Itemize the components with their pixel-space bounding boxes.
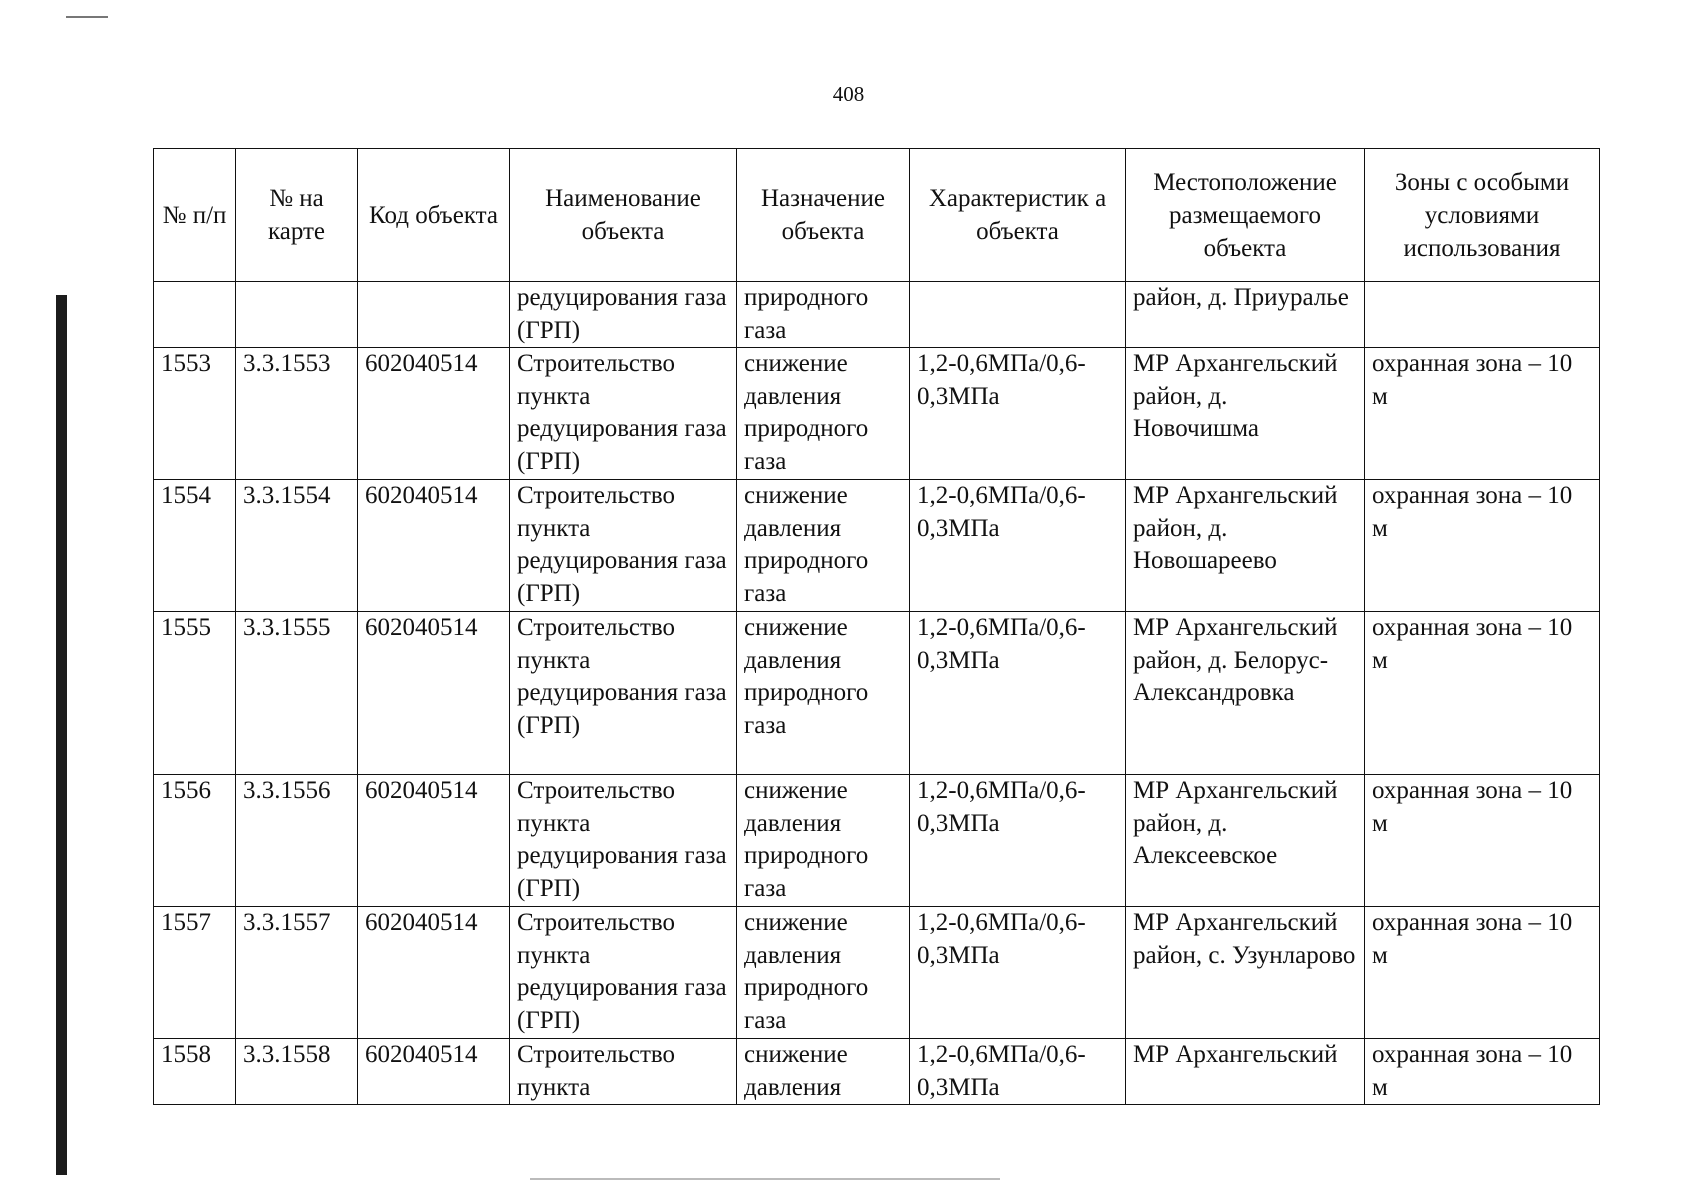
table-row	[154, 612, 1600, 775]
cell-object-spec	[910, 282, 1126, 348]
table-row	[154, 775, 1600, 907]
cell-num: 1555	[154, 612, 236, 775]
cell-map-number: 3.3.1555	[236, 612, 358, 775]
cell-object-name: Строительство пункта	[510, 1039, 737, 1105]
cell-object-purpose: снижение давления	[737, 1039, 910, 1105]
cell-map-number: 3.3.1553	[236, 348, 358, 480]
cell-object-name: Строительство пункта редуцирования газа (ГРП)	[510, 612, 737, 775]
header-object-code: Код объекта	[358, 149, 510, 282]
table-row	[154, 282, 1600, 348]
cell-object-spec: 1,2-0,6МПа/0,6-0,3МПа	[910, 612, 1126, 775]
scan-bottom-rule	[530, 1178, 1000, 1180]
cell-num: 1553	[154, 348, 236, 480]
cell-special-zone: охранная зона – 10 м	[1365, 775, 1600, 907]
cell-num: 1557	[154, 907, 236, 1039]
table-row	[154, 480, 1600, 612]
cell-num: 1556	[154, 775, 236, 907]
cell-object-purpose: снижение давления природного газа	[737, 348, 910, 480]
header-object-name: Наименование объекта	[510, 149, 737, 282]
cell-object-name: Строительство пункта редуцирования газа (ГРП)	[510, 480, 737, 612]
cell-object-name: Строительство пункта редуцирования газа (ГРП)	[510, 348, 737, 480]
cell-location: МР Архангельский район, д. Алексеевское	[1126, 775, 1365, 907]
cell-num	[154, 282, 236, 348]
cell-num: 1558	[154, 1039, 236, 1105]
cell-object-code: 602040514	[358, 775, 510, 907]
cell-object-code: 602040514	[358, 907, 510, 1039]
cell-map-number: 3.3.1558	[236, 1039, 358, 1105]
cell-object-spec: 1,2-0,6МПа/0,6-0,3МПа	[910, 1039, 1126, 1105]
table-row	[154, 348, 1600, 480]
cell-special-zone: охранная зона – 10 м	[1365, 612, 1600, 775]
objects-table	[153, 148, 1600, 1105]
cell-object-purpose: снижение давления природного газа	[737, 480, 910, 612]
cell-object-code: 602040514	[358, 348, 510, 480]
cell-object-spec: 1,2-0,6МПа/0,6-0,3МПа	[910, 348, 1126, 480]
cell-object-code: 602040514	[358, 480, 510, 612]
cell-special-zone: охранная зона – 10 м	[1365, 1039, 1600, 1105]
cell-object-code: 602040514	[358, 1039, 510, 1105]
cell-object-name: Строительство пункта редуцирования газа (ГРП)	[510, 907, 737, 1039]
cell-map-number: 3.3.1554	[236, 480, 358, 612]
table-row	[154, 1039, 1600, 1105]
cell-location: МР Архангельский район, д. Белорус-Александровка	[1126, 612, 1365, 775]
cell-object-spec: 1,2-0,6МПа/0,6-0,3МПа	[910, 480, 1126, 612]
cell-location: МР Архангельский	[1126, 1039, 1365, 1105]
cell-object-name: редуцирования газа (ГРП)	[510, 282, 737, 348]
cell-special-zone: охранная зона – 10 м	[1365, 348, 1600, 480]
cell-object-code: 602040514	[358, 612, 510, 775]
header-special-zones: Зоны с особыми условиями использования	[1365, 149, 1600, 282]
cell-object-name: Строительство пункта редуцирования газа (ГРП)	[510, 775, 737, 907]
header-num: № п/п	[154, 149, 236, 282]
header-location: Местоположение размещаемого объекта	[1126, 149, 1365, 282]
page-number: 408	[832, 82, 865, 106]
cell-num: 1554	[154, 480, 236, 612]
cell-special-zone: охранная зона – 10 м	[1365, 907, 1600, 1039]
cell-location: район, д. Приуралье	[1126, 282, 1365, 348]
cell-object-purpose: природного газа	[737, 282, 910, 348]
scan-top-rule	[66, 16, 108, 18]
cell-map-number	[236, 282, 358, 348]
cell-location: МР Архангельский район, д. Новочишма	[1126, 348, 1365, 480]
cell-object-purpose: снижение давления природного газа	[737, 907, 910, 1039]
cell-object-spec: 1,2-0,6МПа/0,6-0,3МПа	[910, 775, 1126, 907]
header-row	[154, 149, 1600, 282]
cell-location: МР Архангельский район, д. Новошареево	[1126, 480, 1365, 612]
header-map-number: № на карте	[236, 149, 358, 282]
cell-special-zone: охранная зона – 10 м	[1365, 480, 1600, 612]
scan-edge-bar	[56, 295, 67, 1175]
header-object-spec: Характеристик а объекта	[910, 149, 1126, 282]
cell-object-spec: 1,2-0,6МПа/0,6-0,3МПа	[910, 907, 1126, 1039]
cell-map-number: 3.3.1557	[236, 907, 358, 1039]
cell-object-purpose: снижение давления природного газа	[737, 775, 910, 907]
cell-object-code	[358, 282, 510, 348]
cell-location: МР Архангельский район, с. Узунларово	[1126, 907, 1365, 1039]
table-row	[154, 907, 1600, 1039]
header-object-purpose: Назначение объекта	[737, 149, 910, 282]
cell-map-number: 3.3.1556	[236, 775, 358, 907]
cell-object-purpose: снижение давления природного газа	[737, 612, 910, 775]
cell-special-zone	[1365, 282, 1600, 348]
